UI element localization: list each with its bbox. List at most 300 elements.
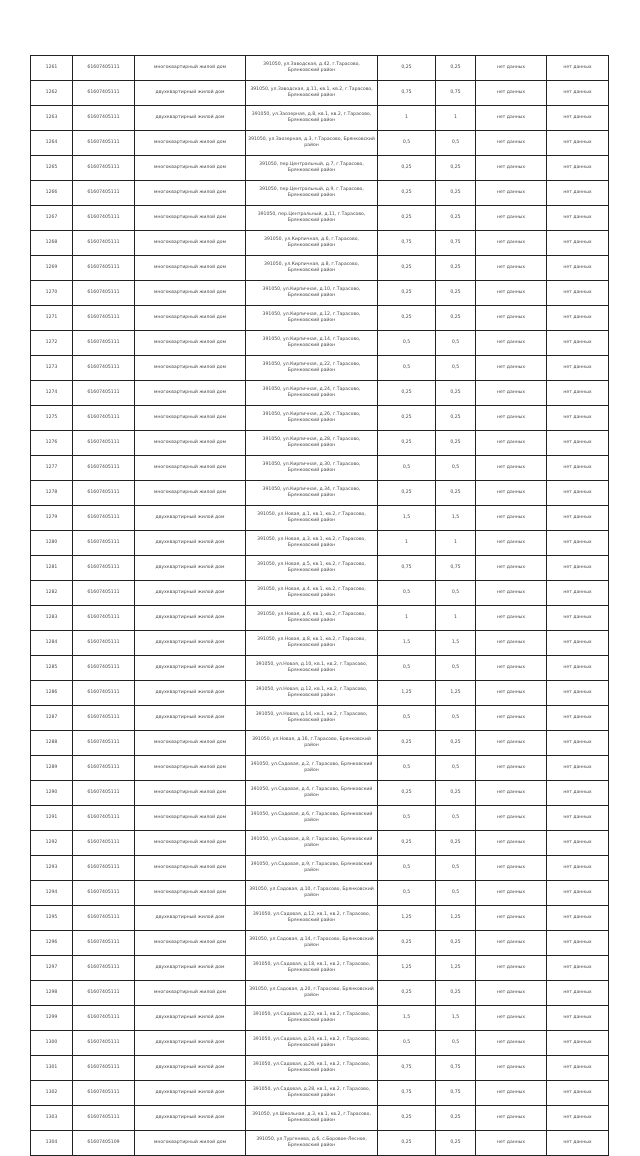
value-b-cell: 0,25	[436, 306, 476, 331]
building-type-cell: многоквартирный жилой дом	[135, 1131, 246, 1156]
oktmo-code-cell: 61607405111	[73, 1056, 135, 1081]
status-c-cell: нет данных	[476, 531, 547, 556]
value-b-cell: 0,25	[436, 181, 476, 206]
oktmo-code-cell: 61607405111	[73, 456, 135, 481]
value-b-cell: 0,75	[436, 1056, 476, 1081]
status-c-cell: нет данных	[476, 906, 547, 931]
table-row	[31, 131, 609, 156]
table-row	[31, 981, 609, 1006]
building-type-cell: многоквартирный жилой дом	[135, 931, 246, 956]
status-c-cell: нет данных	[476, 481, 547, 506]
oktmo-code-cell: 61607405111	[73, 981, 135, 1006]
row-number-cell: 1273	[31, 356, 73, 381]
building-type-cell: двухквартирный жилой дом	[135, 531, 246, 556]
address-cell: 391050, ул.Школьная, д.3, кв.1, кв.2, г.Тарасово, Брянковский район	[246, 1106, 378, 1131]
address-cell: 391050, ул.Новая, д.8, кв.1, кв.2, г.Тарасово, Брянковский район	[246, 631, 378, 656]
table-row	[31, 681, 609, 706]
row-number-cell: 1264	[31, 131, 73, 156]
address-cell: 391050, ул.Садовая, д.24, кв.1, кв.2, г.Тарасово, Брянковский район	[246, 1031, 378, 1056]
value-b-cell: 0,5	[436, 131, 476, 156]
status-c-cell: нет данных	[476, 1031, 547, 1056]
table-row	[31, 331, 609, 356]
building-type-cell: многоквартирный жилой дом	[135, 406, 246, 431]
address-cell: 391050, ул.Заводская, д.42, г.Тарасово, Брянковский район	[246, 56, 378, 81]
value-a-cell: 0,25	[378, 281, 436, 306]
table-row	[31, 381, 609, 406]
status-d-cell: нет данных	[547, 131, 609, 156]
building-type-cell: многоквартирный жилой дом	[135, 806, 246, 831]
building-type-cell: многоквартирный жилой дом	[135, 981, 246, 1006]
address-cell: 391050, ул.Новая, д.5, кв.1, кв.2, г.Тарасово, Брянковский район	[246, 556, 378, 581]
value-b-cell: 0,5	[436, 331, 476, 356]
value-b-cell: 1,25	[436, 956, 476, 981]
table-row	[31, 781, 609, 806]
oktmo-code-cell: 61607405111	[73, 881, 135, 906]
status-c-cell: нет данных	[476, 156, 547, 181]
oktmo-code-cell: 61607405111	[73, 656, 135, 681]
value-a-cell: 1,25	[378, 906, 436, 931]
address-cell: 391050, ул.Тургенева, д.6, с.Боровое-Лесное, Брянковский район	[246, 1131, 378, 1156]
status-d-cell: нет данных	[547, 381, 609, 406]
table-row	[31, 56, 609, 81]
address-cell: 391050, ул.Заозерная, д.8, кв.1, кв.2, г.Тарасово, Брянковский район	[246, 106, 378, 131]
value-b-cell: 0,25	[436, 1131, 476, 1156]
oktmo-code-cell: 61607405111	[73, 381, 135, 406]
table-row	[31, 156, 609, 181]
value-b-cell: 1,5	[436, 631, 476, 656]
value-a-cell: 0,75	[378, 1056, 436, 1081]
row-number-cell: 1302	[31, 1081, 73, 1106]
address-cell: 391050, ул.Кирпичная, д.30, г.Тарасово, Брянковский район	[246, 456, 378, 481]
table-row	[31, 81, 609, 106]
oktmo-code-cell: 61607405111	[73, 706, 135, 731]
address-cell: 391050, ул.Садовая, д.14, г.Тарасово, Брянковский район	[246, 931, 378, 956]
table-row	[31, 881, 609, 906]
row-number-cell: 1274	[31, 381, 73, 406]
status-c-cell: нет данных	[476, 81, 547, 106]
address-cell: 391050, ул.Новая, д.6, кв.1, кв.2, г.Тарасово, Брянковский район	[246, 606, 378, 631]
status-c-cell: нет данных	[476, 856, 547, 881]
building-type-cell: двухквартирный жилой дом	[135, 1081, 246, 1106]
oktmo-code-cell: 61607405111	[73, 1081, 135, 1106]
row-number-cell: 1289	[31, 756, 73, 781]
table-row	[31, 231, 609, 256]
address-cell: 391050, ул.Кирпичная, д.6, г.Тарасово, Брянковский район	[246, 231, 378, 256]
value-a-cell: 0,5	[378, 856, 436, 881]
status-d-cell: нет данных	[547, 931, 609, 956]
address-cell: 391050, ул.Садовая, д.20, г.Тарасово, Брянковский район	[246, 981, 378, 1006]
address-cell: 391050, ул.Заводская, д.11, кв.1, кв.2, г.Тарасово, Брянковский район	[246, 81, 378, 106]
housing-table	[30, 55, 609, 1156]
table-row	[31, 631, 609, 656]
oktmo-code-cell: 61607405111	[73, 756, 135, 781]
value-b-cell: 0,25	[436, 431, 476, 456]
status-d-cell: нет данных	[547, 956, 609, 981]
status-c-cell: нет данных	[476, 1106, 547, 1131]
status-c-cell: нет данных	[476, 181, 547, 206]
row-number-cell: 1272	[31, 331, 73, 356]
address-cell: 391050, ул.Садовая, д.26, кв.1, кв.2, г.Тарасово, Брянковский район	[246, 1056, 378, 1081]
status-d-cell: нет данных	[547, 806, 609, 831]
value-b-cell: 0,5	[436, 356, 476, 381]
value-a-cell: 0,5	[378, 581, 436, 606]
row-number-cell: 1261	[31, 56, 73, 81]
address-cell: 391050, ул.Кирпичная, д.8, г.Тарасово, Брянковский район	[246, 256, 378, 281]
oktmo-code-cell: 61607405111	[73, 1106, 135, 1131]
oktmo-code-cell: 61607405111	[73, 856, 135, 881]
oktmo-code-cell: 61607405111	[73, 581, 135, 606]
table-row	[31, 731, 609, 756]
building-type-cell: двухквартирный жилой дом	[135, 631, 246, 656]
row-number-cell: 1267	[31, 206, 73, 231]
table-row	[31, 281, 609, 306]
row-number-cell: 1293	[31, 856, 73, 881]
oktmo-code-cell: 61607405111	[73, 1006, 135, 1031]
value-a-cell: 1	[378, 606, 436, 631]
table-row	[31, 1056, 609, 1081]
status-c-cell: нет данных	[476, 1081, 547, 1106]
value-a-cell: 0,5	[378, 656, 436, 681]
oktmo-code-cell: 61607405111	[73, 206, 135, 231]
status-c-cell: нет данных	[476, 681, 547, 706]
row-number-cell: 1284	[31, 631, 73, 656]
row-number-cell: 1295	[31, 906, 73, 931]
table-row	[31, 181, 609, 206]
oktmo-code-cell: 61607405111	[73, 81, 135, 106]
table-row	[31, 856, 609, 881]
table-row	[31, 1081, 609, 1106]
address-cell: 391050, пер.Центральный, д.11, г.Тарасово, Брянковский район	[246, 206, 378, 231]
status-d-cell: нет данных	[547, 556, 609, 581]
oktmo-code-cell: 61607405111	[73, 481, 135, 506]
table-row	[31, 931, 609, 956]
table-row	[31, 906, 609, 931]
value-b-cell: 0,25	[436, 406, 476, 431]
status-d-cell: нет данных	[547, 331, 609, 356]
status-c-cell: нет данных	[476, 731, 547, 756]
address-cell: 391050, ул.Садовая, д.4, г.Тарасово, Брянковский район	[246, 781, 378, 806]
table-row	[31, 531, 609, 556]
oktmo-code-cell: 61607405111	[73, 156, 135, 181]
table-row	[31, 556, 609, 581]
building-type-cell: многоквартирный жилой дом	[135, 481, 246, 506]
table-row	[31, 806, 609, 831]
table-row	[31, 256, 609, 281]
building-type-cell: двухквартирный жилой дом	[135, 581, 246, 606]
status-d-cell: нет данных	[547, 706, 609, 731]
status-d-cell: нет данных	[547, 231, 609, 256]
row-number-cell: 1298	[31, 981, 73, 1006]
status-c-cell: нет данных	[476, 331, 547, 356]
status-c-cell: нет данных	[476, 106, 547, 131]
address-cell: 391050, ул.Новая, д.10, кв.1, кв.2, г.Тарасово, Брянковский район	[246, 656, 378, 681]
row-number-cell: 1263	[31, 106, 73, 131]
status-c-cell: нет данных	[476, 606, 547, 631]
value-b-cell: 0,75	[436, 556, 476, 581]
status-d-cell: нет данных	[547, 881, 609, 906]
value-b-cell: 1	[436, 106, 476, 131]
address-cell: 391050, ул.Новая, д.14, кв.1, кв.2, г.Тарасово, Брянковский район	[246, 706, 378, 731]
value-b-cell: 0,25	[436, 56, 476, 81]
row-number-cell: 1283	[31, 606, 73, 631]
value-a-cell: 1,5	[378, 631, 436, 656]
status-c-cell: нет данных	[476, 256, 547, 281]
status-d-cell: нет данных	[547, 456, 609, 481]
value-a-cell: 0,75	[378, 81, 436, 106]
table-row	[31, 506, 609, 531]
building-type-cell: многоквартирный жилой дом	[135, 281, 246, 306]
value-b-cell: 0,25	[436, 731, 476, 756]
building-type-cell: двухквартирный жилой дом	[135, 1056, 246, 1081]
value-a-cell: 0,5	[378, 456, 436, 481]
status-c-cell: нет данных	[476, 306, 547, 331]
building-type-cell: двухквартирный жилой дом	[135, 956, 246, 981]
value-a-cell: 0,25	[378, 181, 436, 206]
row-number-cell: 1280	[31, 531, 73, 556]
row-number-cell: 1265	[31, 156, 73, 181]
status-d-cell: нет данных	[547, 256, 609, 281]
value-b-cell: 1	[436, 606, 476, 631]
value-a-cell: 1,25	[378, 956, 436, 981]
table-row	[31, 706, 609, 731]
table-row	[31, 306, 609, 331]
row-number-cell: 1262	[31, 81, 73, 106]
status-c-cell: нет данных	[476, 806, 547, 831]
oktmo-code-cell: 61607405111	[73, 231, 135, 256]
oktmo-code-cell: 61607405111	[73, 331, 135, 356]
table-row	[31, 1131, 609, 1156]
building-type-cell: многоквартирный жилой дом	[135, 331, 246, 356]
row-number-cell: 1271	[31, 306, 73, 331]
status-c-cell: нет данных	[476, 881, 547, 906]
oktmo-code-cell: 61607405111	[73, 256, 135, 281]
address-cell: 391050, ул.Кирпичная, д.26, г.Тарасово, Брянковский район	[246, 406, 378, 431]
oktmo-code-cell: 61607405109	[73, 1131, 135, 1156]
status-c-cell: нет данных	[476, 931, 547, 956]
value-a-cell: 0,25	[378, 381, 436, 406]
address-cell: 391050, ул.Новая, д.16, г.Тарасово, Брянковский район	[246, 731, 378, 756]
building-type-cell: многоквартирный жилой дом	[135, 356, 246, 381]
row-number-cell: 1304	[31, 1131, 73, 1156]
table-row	[31, 756, 609, 781]
status-d-cell: нет данных	[547, 156, 609, 181]
row-number-cell: 1300	[31, 1031, 73, 1056]
document-page	[30, 55, 608, 1156]
value-b-cell: 0,5	[436, 881, 476, 906]
value-b-cell: 0,5	[436, 656, 476, 681]
value-a-cell: 0,25	[378, 306, 436, 331]
row-number-cell: 1299	[31, 1006, 73, 1031]
row-number-cell: 1287	[31, 706, 73, 731]
address-cell: 391050, ул.Новая, д.1, кв.1, кв.2, г.Тарасово, Брянковский район	[246, 506, 378, 531]
address-cell: 391050, ул.Кирпичная, д.34, г.Тарасово, Брянковский район	[246, 481, 378, 506]
table-row	[31, 431, 609, 456]
oktmo-code-cell: 61607405111	[73, 631, 135, 656]
value-b-cell: 0,25	[436, 381, 476, 406]
building-type-cell: двухквартирный жилой дом	[135, 681, 246, 706]
table-row	[31, 1006, 609, 1031]
status-d-cell: нет данных	[547, 731, 609, 756]
table-row	[31, 1106, 609, 1131]
building-type-cell: многоквартирный жилой дом	[135, 456, 246, 481]
oktmo-code-cell: 61607405111	[73, 281, 135, 306]
row-number-cell: 1270	[31, 281, 73, 306]
address-cell: 391050, ул.Кирпичная, д.28, г.Тарасово, Брянковский район	[246, 431, 378, 456]
row-number-cell: 1288	[31, 731, 73, 756]
status-c-cell: нет данных	[476, 1056, 547, 1081]
status-d-cell: нет данных	[547, 1081, 609, 1106]
value-a-cell: 1	[378, 531, 436, 556]
status-d-cell: нет данных	[547, 831, 609, 856]
status-c-cell: нет данных	[476, 281, 547, 306]
value-b-cell: 0,25	[436, 256, 476, 281]
oktmo-code-cell: 61607405111	[73, 831, 135, 856]
status-c-cell: нет данных	[476, 1131, 547, 1156]
status-d-cell: нет данных	[547, 631, 609, 656]
value-a-cell: 0,25	[378, 981, 436, 1006]
address-cell: 391050, ул.Кирпичная, д.24, г.Тарасово, Брянковский район	[246, 381, 378, 406]
row-number-cell: 1269	[31, 256, 73, 281]
value-b-cell: 0,75	[436, 231, 476, 256]
oktmo-code-cell: 61607405111	[73, 956, 135, 981]
status-d-cell: нет данных	[547, 1031, 609, 1056]
value-a-cell: 0,5	[378, 756, 436, 781]
table-row	[31, 206, 609, 231]
address-cell: 391050, ул.Садовая, д.9, г.Тарасово, Брянковский район	[246, 856, 378, 881]
row-number-cell: 1268	[31, 231, 73, 256]
status-d-cell: нет данных	[547, 1006, 609, 1031]
address-cell: 391050, ул.Новая, д.3, кв.1, кв.2, г.Тарасово, Брянковский район	[246, 531, 378, 556]
status-d-cell: нет данных	[547, 1056, 609, 1081]
building-type-cell: двухквартирный жилой дом	[135, 906, 246, 931]
oktmo-code-cell: 61607405111	[73, 356, 135, 381]
building-type-cell: многоквартирный жилой дом	[135, 881, 246, 906]
building-type-cell: двухквартирный жилой дом	[135, 606, 246, 631]
status-c-cell: нет данных	[476, 356, 547, 381]
address-cell: 391050, ул.Садовая, д.28, кв.1, кв.2, г.Тарасово, Брянковский район	[246, 1081, 378, 1106]
row-number-cell: 1285	[31, 656, 73, 681]
status-c-cell: нет данных	[476, 956, 547, 981]
address-cell: 391050, ул.Новая, д.12, кв.1, кв.2, г.Тарасово, Брянковский район	[246, 681, 378, 706]
status-d-cell: нет данных	[547, 756, 609, 781]
status-d-cell: нет данных	[547, 306, 609, 331]
row-number-cell: 1290	[31, 781, 73, 806]
address-cell: 391050, ул.Садовая, д.6, г.Тарасово, Брянковский район	[246, 806, 378, 831]
oktmo-code-cell: 61607405111	[73, 1031, 135, 1056]
value-a-cell: 1,25	[378, 681, 436, 706]
building-type-cell: двухквартирный жилой дом	[135, 81, 246, 106]
oktmo-code-cell: 61607405111	[73, 606, 135, 631]
value-a-cell: 0,25	[378, 156, 436, 181]
oktmo-code-cell: 61607405111	[73, 506, 135, 531]
building-type-cell: многоквартирный жилой дом	[135, 56, 246, 81]
oktmo-code-cell: 61607405111	[73, 731, 135, 756]
value-a-cell: 0,75	[378, 1081, 436, 1106]
status-d-cell: нет данных	[547, 506, 609, 531]
building-type-cell: многоквартирный жилой дом	[135, 431, 246, 456]
value-b-cell: 0,5	[436, 756, 476, 781]
value-b-cell: 1	[436, 531, 476, 556]
table-row	[31, 606, 609, 631]
value-a-cell: 0,25	[378, 1106, 436, 1131]
row-number-cell: 1297	[31, 956, 73, 981]
row-number-cell: 1266	[31, 181, 73, 206]
row-number-cell: 1276	[31, 431, 73, 456]
building-type-cell: двухквартирный жилой дом	[135, 556, 246, 581]
building-type-cell: многоквартирный жилой дом	[135, 206, 246, 231]
value-b-cell: 0,75	[436, 81, 476, 106]
value-b-cell: 0,5	[436, 1031, 476, 1056]
table-body	[31, 56, 609, 1156]
status-c-cell: нет данных	[476, 131, 547, 156]
value-b-cell: 0,25	[436, 481, 476, 506]
status-c-cell: нет данных	[476, 831, 547, 856]
building-type-cell: двухквартирный жилой дом	[135, 506, 246, 531]
address-cell: 391050, ул.Садовая, д.12, кв.1, кв.2, г.Тарасово, Брянковский район	[246, 906, 378, 931]
table-row	[31, 656, 609, 681]
status-c-cell: нет данных	[476, 431, 547, 456]
status-c-cell: нет данных	[476, 456, 547, 481]
value-a-cell: 1,5	[378, 506, 436, 531]
building-type-cell: многоквартирный жилой дом	[135, 131, 246, 156]
row-number-cell: 1275	[31, 406, 73, 431]
address-cell: 391050, ул.Кирпичная, д.10, г.Тарасово, Брянковский район	[246, 281, 378, 306]
oktmo-code-cell: 61607405111	[73, 681, 135, 706]
row-number-cell: 1292	[31, 831, 73, 856]
value-b-cell: 0,5	[436, 456, 476, 481]
address-cell: 391050, пер.Центральный, д.9, г.Тарасово, Брянковский район	[246, 181, 378, 206]
oktmo-code-cell: 61607405111	[73, 106, 135, 131]
value-a-cell: 0,25	[378, 256, 436, 281]
value-b-cell: 1,5	[436, 506, 476, 531]
address-cell: 391050, ул.Заозерная, д.3, г.Тарасово, Брянковский район	[246, 131, 378, 156]
building-type-cell: двухквартирный жилой дом	[135, 706, 246, 731]
building-type-cell: двухквартирный жилой дом	[135, 106, 246, 131]
building-type-cell: многоквартирный жилой дом	[135, 781, 246, 806]
status-c-cell: нет данных	[476, 506, 547, 531]
value-a-cell: 0,25	[378, 56, 436, 81]
status-c-cell: нет данных	[476, 231, 547, 256]
address-cell: 391050, ул.Садовая, д.18, кв.1, кв.2, г.Тарасово, Брянковский район	[246, 956, 378, 981]
oktmo-code-cell: 61607405111	[73, 531, 135, 556]
status-d-cell: нет данных	[547, 481, 609, 506]
value-a-cell: 0,25	[378, 481, 436, 506]
value-a-cell: 0,5	[378, 331, 436, 356]
value-b-cell: 0,25	[436, 206, 476, 231]
building-type-cell: двухквартирный жилой дом	[135, 1106, 246, 1131]
oktmo-code-cell: 61607405111	[73, 906, 135, 931]
address-cell: 391050, ул.Садовая, д.10, г.Тарасово, Брянковский район	[246, 881, 378, 906]
status-c-cell: нет данных	[476, 1006, 547, 1031]
value-b-cell: 0,75	[436, 1081, 476, 1106]
value-b-cell: 0,5	[436, 706, 476, 731]
row-number-cell: 1291	[31, 806, 73, 831]
value-a-cell: 0,75	[378, 556, 436, 581]
value-a-cell: 0,25	[378, 1131, 436, 1156]
value-a-cell: 1,5	[378, 1006, 436, 1031]
status-d-cell: нет данных	[547, 356, 609, 381]
table-row	[31, 406, 609, 431]
building-type-cell: многоквартирный жилой дом	[135, 731, 246, 756]
status-d-cell: нет данных	[547, 206, 609, 231]
building-type-cell: двухквартирный жилой дом	[135, 656, 246, 681]
status-c-cell: нет данных	[476, 556, 547, 581]
row-number-cell: 1286	[31, 681, 73, 706]
oktmo-code-cell: 61607405111	[73, 181, 135, 206]
row-number-cell: 1279	[31, 506, 73, 531]
address-cell: 391050, ул.Кирпичная, д.22, г.Тарасово, Брянковский район	[246, 356, 378, 381]
table-row	[31, 581, 609, 606]
